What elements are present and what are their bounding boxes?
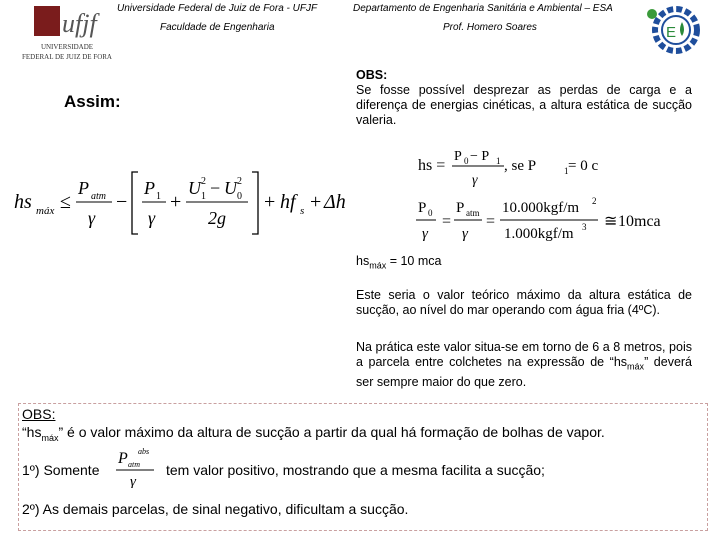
hs-den: γ: [472, 173, 478, 188]
obs-title: OBS:: [356, 68, 388, 82]
p0-patm: P: [456, 200, 465, 216]
formula-2g: 2g: [208, 208, 226, 228]
hs-num-minus: − P: [470, 149, 490, 164]
bottom-line1-b: ” é o valor máximo da altura de sucção a partir da qual há formação de bolhas de vapor.: [58, 424, 605, 440]
formula-u0: U: [224, 178, 237, 198]
bottom-line-2-end: tem valor positivo, mostrando que a mesma facilita a sucção;: [166, 462, 545, 478]
small-frac-sup: abs: [138, 447, 150, 456]
formula-gamma2: γ: [148, 208, 156, 228]
esa-logo-letter: E: [665, 24, 677, 41]
p0-approx: ≅: [604, 213, 618, 230]
practice-text: [356, 340, 692, 390]
theoretical-text: Este seria o valor teórico máximo da altura estática de sucção, ao nível do mar operando com água fria (4ºC).: [356, 288, 692, 317]
bottom-obs-title: OBS:: [22, 406, 56, 422]
hs-formula: [414, 140, 614, 192]
bottom-line-1: [22, 424, 605, 443]
formula-u0-sub: 0: [237, 191, 242, 202]
formula-hs-sub: máx: [36, 205, 55, 217]
formula-plus1: +: [264, 191, 276, 213]
hs-result-value: = 10 mca: [386, 254, 442, 268]
hs-cond: , se P: [504, 158, 537, 174]
hs-result-sub: máx: [369, 260, 387, 271]
formula-u1-sq: 2: [201, 176, 206, 187]
formula-gamma1: γ: [88, 208, 96, 228]
bottom-line1-a: “hs: [22, 424, 42, 440]
p0-gamma2: γ: [462, 226, 468, 242]
practice-text-a: Na prática este valor situa-se em torno de 6 a 8 metros, pois a parcela entre colchetes na expressão de “hs: [356, 340, 692, 369]
logo-line2-text: FEDERAL DE JUIZ DE FORA: [22, 53, 112, 61]
svg-text:−: −: [210, 178, 221, 198]
hs-cond-sub: 1: [564, 166, 569, 176]
p0-num-sub: 0: [428, 208, 433, 218]
formula-minus: −: [116, 191, 128, 213]
esa-logo: [644, 4, 704, 56]
formula-patm: P: [78, 178, 89, 198]
formula-hf-sub: s: [300, 205, 305, 217]
university-name: Universidade Federal de Juiz de Fora - UFJF: [117, 3, 318, 14]
bottom-line-2-start: 1º) Somente: [22, 462, 100, 478]
main-formula: [14, 160, 354, 240]
bottom-line1-sub: máx: [41, 432, 59, 443]
formula-p1: P: [144, 178, 155, 198]
ufjf-logo: [12, 2, 122, 64]
p0-gamma1: γ: [422, 226, 428, 242]
p0-value-num-exp: 2: [592, 196, 597, 206]
bottom-line-3: 2º) As demais parcelas, de sinal negativo, dificultam a sucção.: [22, 501, 409, 517]
formula-dh: Δh: [324, 191, 346, 213]
obs-text: Se fosse possível desprezar as perdas de carga e a diferença de energias cinéticas, a altura estática de sucção valeria.: [356, 83, 692, 127]
formula-u1: U: [188, 178, 201, 198]
p0-patm-sub: atm: [466, 208, 480, 218]
hs-result-label: hs: [356, 254, 370, 268]
small-frac-sub: atm: [128, 460, 140, 469]
obs-box: [356, 68, 692, 128]
p0-result: 10mca: [618, 213, 661, 230]
p0-value-den-exp: 3: [582, 222, 587, 232]
p0-eq2: =: [486, 213, 496, 230]
p0-num: P: [418, 200, 427, 216]
hs-num-p0: P: [454, 149, 462, 164]
assim-label: Assim:: [64, 92, 121, 111]
hs-num-sub0: 0: [464, 156, 469, 166]
practice-sub: máx: [627, 361, 645, 372]
p0-formula: [414, 194, 674, 248]
formula-plus2: +: [310, 191, 322, 213]
practice-text-b: ” deverá ser sempre maior do que zero.: [356, 355, 693, 389]
small-frac-num: P: [118, 450, 128, 467]
hs-num-sub1: 1: [496, 156, 501, 166]
formula-u0-sq: 2: [237, 176, 242, 187]
formula-p1-sub: 1: [156, 191, 161, 202]
logo-line1-text: UNIVERSIDADE: [40, 43, 94, 51]
formula-u1-sub: 1: [201, 191, 206, 202]
formula-hf: hf: [280, 191, 296, 213]
hs-cond-end: = 0 c: [568, 158, 599, 174]
small-frac-den: γ: [130, 474, 136, 488]
p0-value-den: 1.000kgf/m: [504, 226, 574, 242]
logo-mark-text: ufjf: [62, 9, 97, 38]
hs-lhs: hs =: [418, 157, 446, 174]
formula-rel: ≤: [60, 191, 71, 213]
formula-patm-sub: atm: [91, 191, 106, 202]
patm-abs-fraction: [112, 444, 164, 488]
p0-eq1: =: [442, 213, 452, 230]
formula-hs: hs: [14, 191, 32, 213]
professor-name: Prof. Homero Soares: [443, 22, 537, 33]
p0-value-num: 10.000kgf/m: [502, 200, 580, 216]
hs-max-result: [356, 254, 441, 271]
faculty-name: Faculdade de Engenharia: [160, 22, 275, 33]
svg-text:+: +: [170, 191, 182, 213]
department-name: Departamento de Engenharia Sanitária e Ambiental – ESA: [353, 3, 613, 14]
